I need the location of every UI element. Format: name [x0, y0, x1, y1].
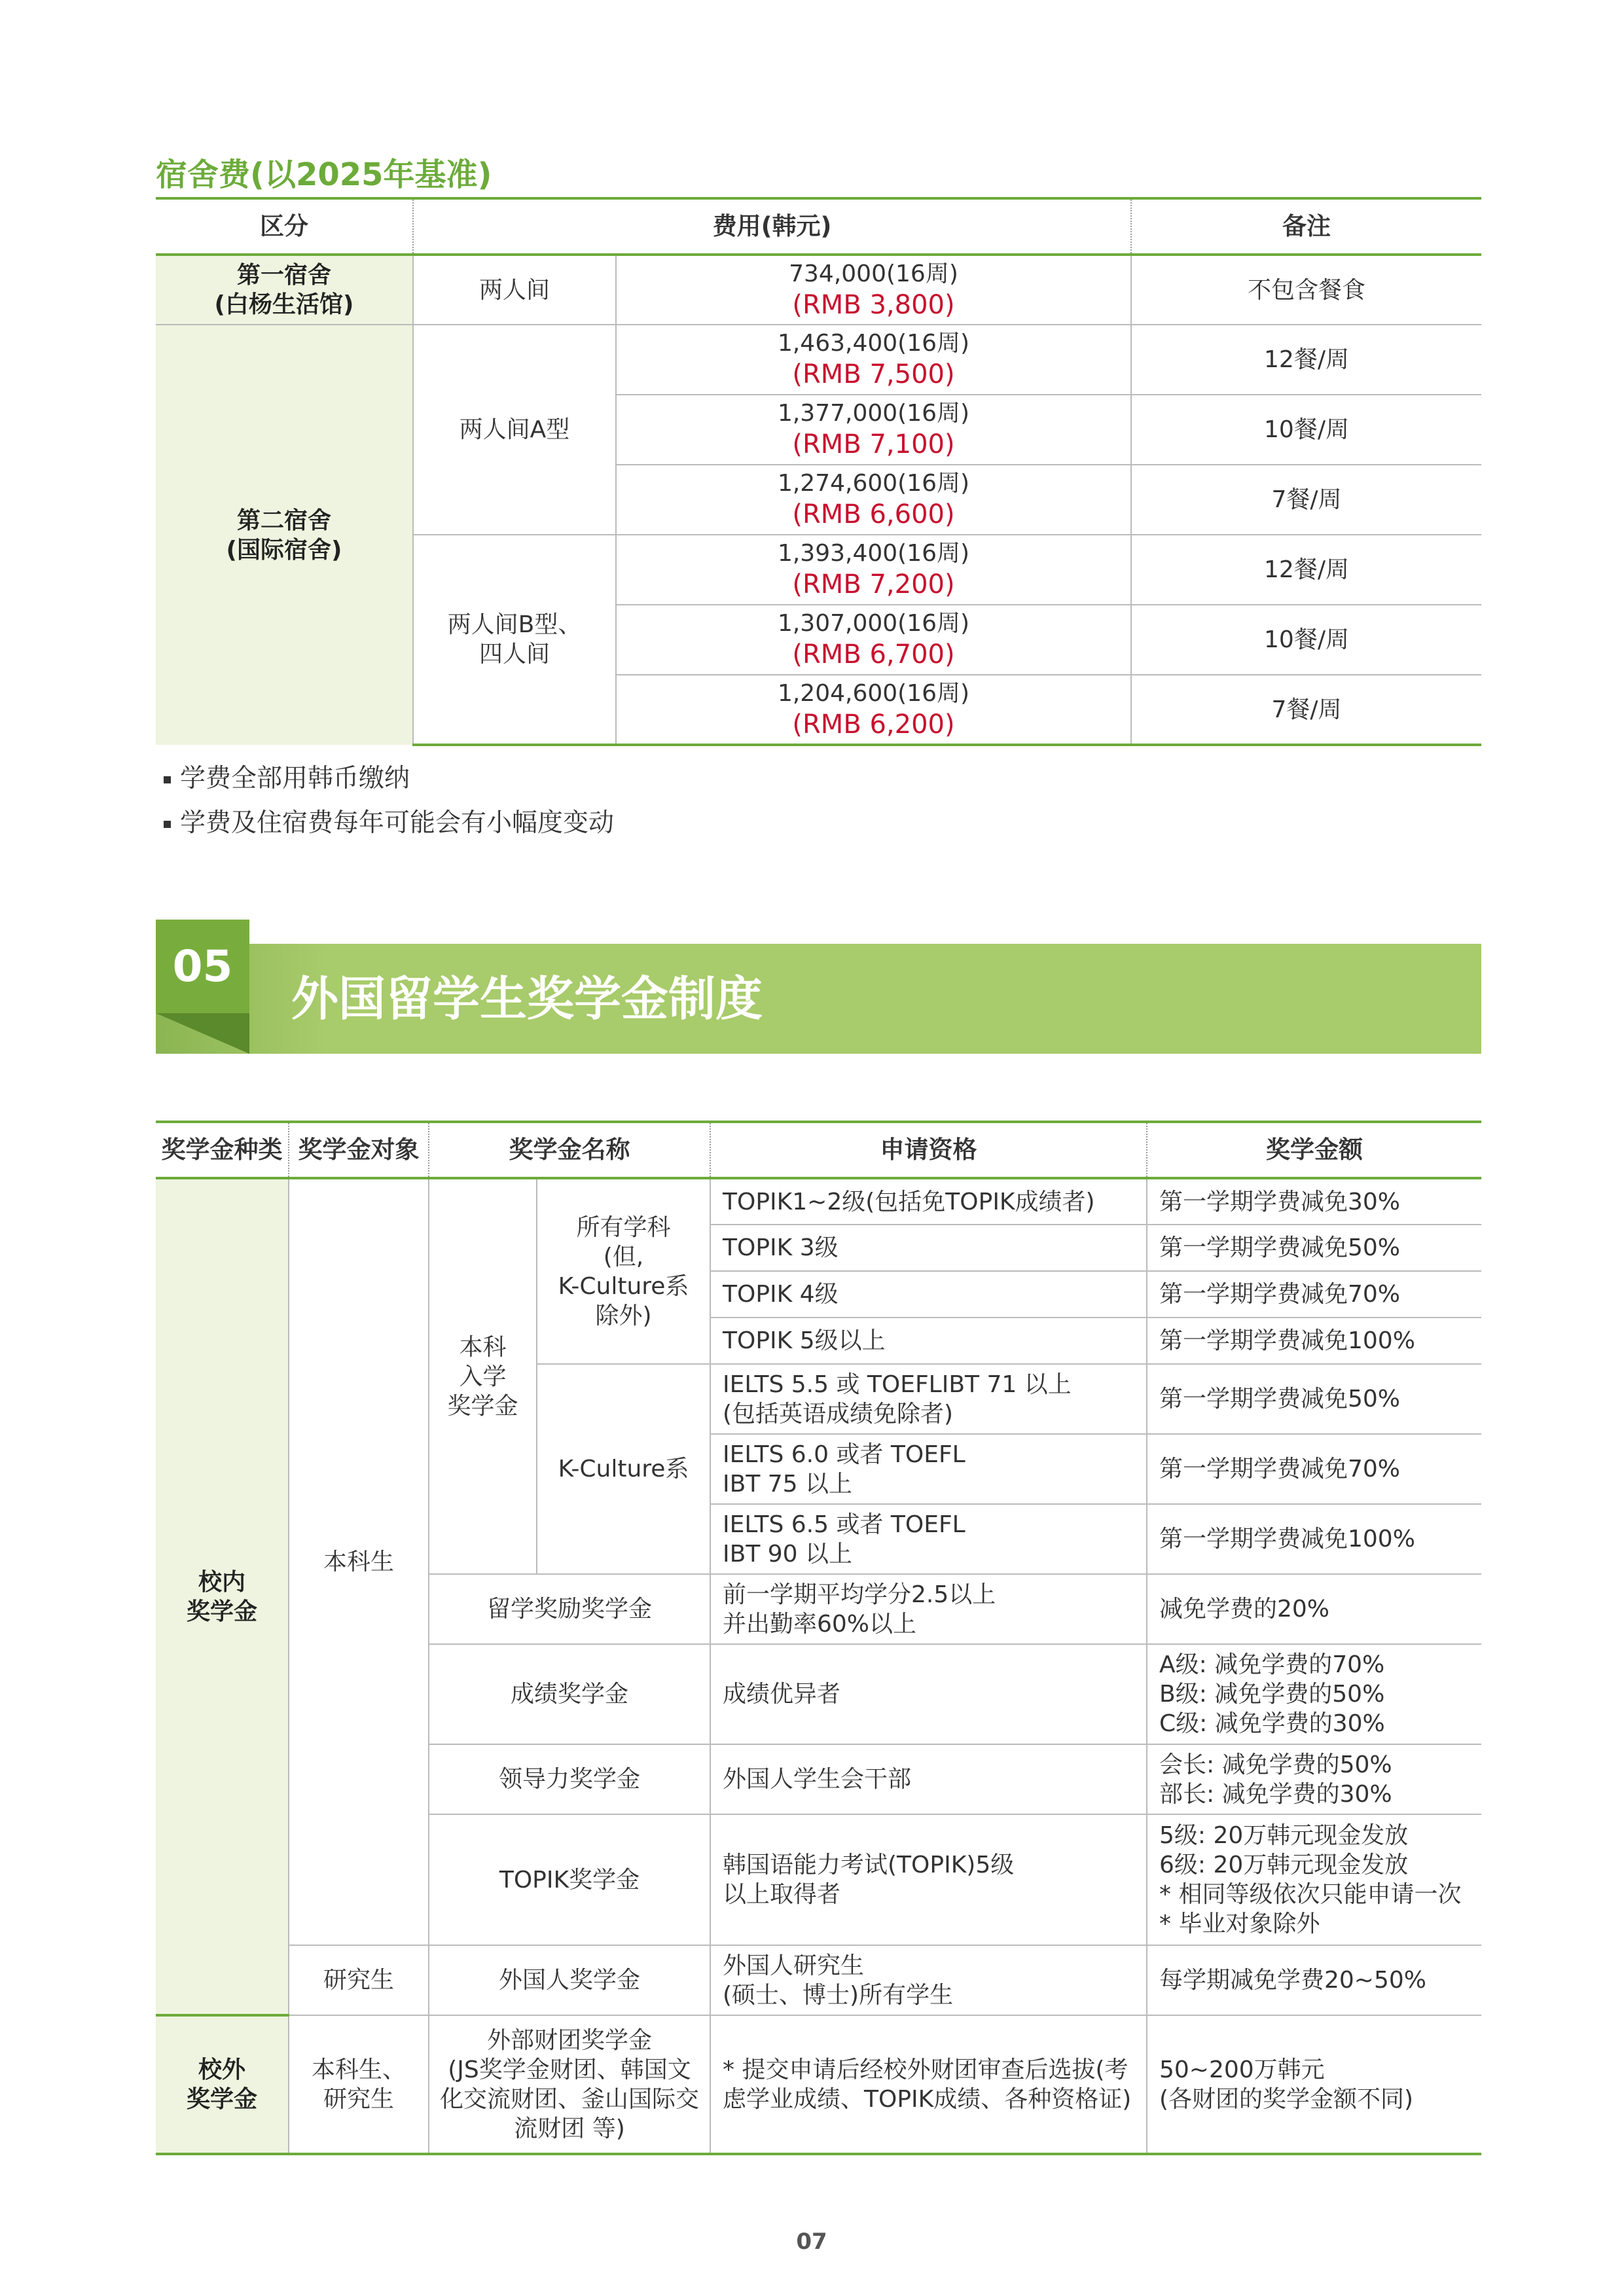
header-type: 奖学金种类	[156, 1122, 289, 1178]
dorm2-fee: 1,307,000(16周) (RMB 6,700)	[616, 605, 1131, 675]
dorm2-note: 10餐/周	[1131, 605, 1481, 675]
requirement: IELTS 6.0 或者 TOEFL IBT 75 以上	[710, 1434, 1147, 1504]
topik-scholarship: TOPIK奖学金	[429, 1814, 710, 1945]
note-item: 学费全部用韩币缴纳	[164, 758, 410, 795]
requirement: 前一学期平均学分2.5以上 并出勤率60%以上	[710, 1574, 1147, 1644]
all-majors: 所有学科 (但, K-Culture系 除外)	[537, 1178, 710, 1364]
amount: 每学期减免学费20~50%	[1147, 1945, 1481, 2015]
dorm2-fee: 1,463,400(16周) (RMB 7,500)	[616, 325, 1131, 395]
bullet-icon	[164, 821, 171, 828]
requirement: 成绩优异者	[710, 1644, 1147, 1744]
dorm2-room-a: 两人间A型	[413, 325, 616, 535]
dorm1-name: 第一宿舍 (白杨生活馆)	[156, 255, 413, 325]
target-undergrad: 本科生	[289, 1178, 429, 1945]
dorm2-fee: 1,377,000(16周) (RMB 7,100)	[616, 395, 1131, 465]
header-name: 奖学金名称	[429, 1122, 710, 1178]
dorm2-note: 12餐/周	[1131, 325, 1481, 395]
dorm2-note: 7餐/周	[1131, 465, 1481, 535]
scholarship-table	[156, 1121, 1481, 2155]
requirement: TOPIK1~2级(包括免TOPIK成绩者)	[710, 1178, 1147, 1225]
admission-scholarship: 本科 入学 奖学金	[429, 1178, 537, 1574]
header-target: 奖学金对象	[289, 1122, 429, 1178]
header-category: 区分	[156, 198, 413, 255]
amount: 减免学费的20%	[1147, 1574, 1481, 1644]
amount: 第一学期学费减免30%	[1147, 1178, 1481, 1225]
amount: 50~200万韩元 (各财团的奖学金额不同)	[1147, 2015, 1481, 2154]
amount: 第一学期学费减免50%	[1147, 1225, 1481, 1271]
grade-scholarship: 成绩奖学金	[429, 1644, 710, 1744]
header-amount: 奖学金额	[1147, 1122, 1481, 1178]
requirement: 韩国语能力考试(TOPIK)5级 以上取得者	[710, 1814, 1147, 1945]
dorm1-room: 两人间	[413, 255, 616, 325]
requirement: 外国人学生会干部	[710, 1744, 1147, 1814]
target-grad: 研究生	[289, 1945, 429, 2015]
amount: 第一学期学费减免100%	[1147, 1504, 1481, 1574]
target-both: 本科生、 研究生	[289, 2015, 429, 2154]
amount: 第一学期学费减免100%	[1147, 1318, 1481, 1364]
external-scholarship: 校外 奖学金	[156, 2015, 289, 2154]
dorm2-note: 7餐/周	[1131, 675, 1481, 745]
requirement: * 提交申请后经校外财团审查后选拔(考 虑学业成绩、TOPIK成绩、各种资格证)	[710, 2015, 1147, 2154]
note-item: 学费及住宿费每年可能会有小幅度变动	[164, 802, 614, 839]
amount: 会长: 减免学费的50% 部长: 减免学费的30%	[1147, 1744, 1481, 1814]
amount: A级: 减免学费的70% B级: 减免学费的50% C级: 减免学费的30%	[1147, 1644, 1481, 1744]
header-fee: 费用(韩元)	[413, 198, 1131, 255]
leadership-scholarship: 领导力奖学金	[429, 1744, 710, 1814]
incentive-scholarship: 留学奖励奖学金	[429, 1574, 710, 1644]
requirement: 外国人研究生 (硕士、博士)所有学生	[710, 1945, 1147, 2015]
dorm-section-title: 宿舍费(以2025年基准)	[156, 156, 492, 193]
amount: 5级: 20万韩元现金发放 6级: 20万韩元现金发放 * 相同等级依次只能申请一次 * 毕业对象除外	[1147, 1814, 1481, 1945]
requirement: IELTS 6.5 或者 TOEFL IBT 90 以上	[710, 1504, 1147, 1574]
bullet-icon	[164, 776, 171, 783]
header-requirement: 申请资格	[710, 1122, 1147, 1178]
requirement: TOPIK 5级以上	[710, 1318, 1147, 1364]
outside-foundation-scholarship: 外部财团奖学金 (JS奖学金财团、韩国文 化交流财团、釜山国际交 流财团 等)	[429, 2015, 710, 2154]
dorm2-fee: 1,274,600(16周) (RMB 6,600)	[616, 465, 1131, 535]
section-number-fold	[156, 1013, 249, 1054]
dorm2-note: 10餐/周	[1131, 395, 1481, 465]
dorm2-name: 第二宿舍 (国际宿舍)	[156, 325, 413, 745]
requirement: IELTS 5.5 或 TOEFLIBT 71 以上 (包括英语成绩免除者)	[710, 1364, 1147, 1434]
amount: 第一学期学费减免50%	[1147, 1364, 1481, 1434]
amount: 第一学期学费减免70%	[1147, 1434, 1481, 1504]
section-number: 05	[156, 920, 249, 1013]
page-number: 07	[796, 2229, 827, 2255]
requirement: TOPIK 3级	[710, 1225, 1147, 1271]
internal-scholarship: 校内 奖学金	[156, 1178, 289, 2015]
amount: 第一学期学费减免70%	[1147, 1271, 1481, 1318]
header-note: 备注	[1131, 198, 1481, 255]
dorm-fee-table	[156, 197, 1481, 746]
dorm2-fee: 1,393,400(16周) (RMB 7,200)	[616, 535, 1131, 605]
dorm2-fee: 1,204,600(16周) (RMB 6,200)	[616, 675, 1131, 745]
dorm1-fee: 734,000(16周) (RMB 3,800)	[616, 255, 1131, 325]
kculture-major: K-Culture系	[537, 1364, 710, 1574]
dorm1-note: 不包含餐食	[1131, 255, 1481, 325]
foreign-scholarship: 外国人奖学金	[429, 1945, 710, 2015]
dorm2-room-b: 两人间B型、 四人间	[413, 535, 616, 745]
section-title: 外国留学生奖学金制度	[291, 971, 763, 1026]
dorm2-note: 12餐/周	[1131, 535, 1481, 605]
requirement: TOPIK 4级	[710, 1271, 1147, 1318]
